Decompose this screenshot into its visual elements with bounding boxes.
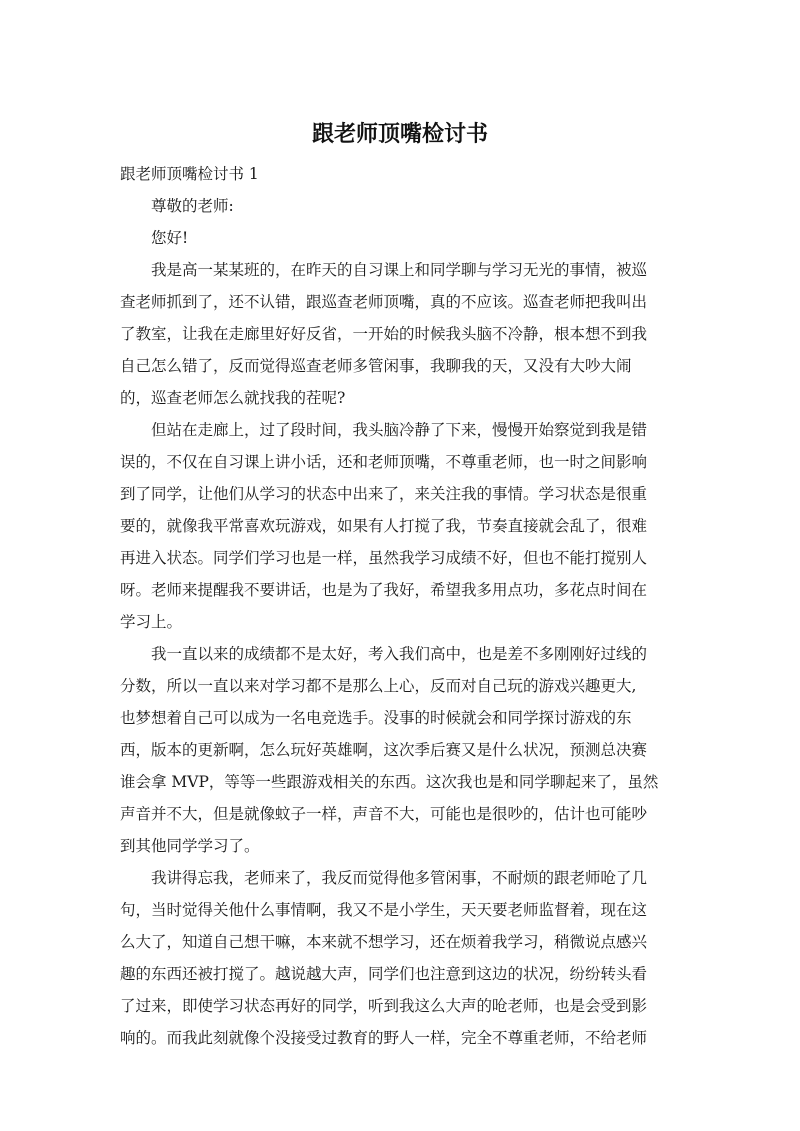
paragraph-line: 响的。而我此刻就像个没接受过教育的野人一样，完全不尊重老师，不给老师: [120, 1029, 648, 1047]
paragraph-line: 但站在走廊上，过了段时间，我头脑冷静了下来，慢慢开始察觉到我是错: [151, 421, 648, 439]
paragraph-line: 查老师抓到了，还不认错，跟巡查老师顶嘴，真的不应该。巡查老师把我叫出: [120, 293, 648, 311]
paragraph-line: 也梦想着自己可以成为一名电竞选手。没事的时候就会和同学探讨游戏的东: [120, 709, 632, 727]
salutation: 尊敬的老师:: [151, 197, 234, 215]
paragraph-line: 么大了，知道自己想干嘛，本来就不想学习，还在烦着我学习，稍微说点感兴: [120, 933, 648, 951]
paragraph-line: 要的，就像我平常喜欢玩游戏，如果有人打搅了我，节奏直接就会乱了，很难: [120, 517, 648, 535]
paragraph-line: 分数，所以一直以来对学习都不是那么上心，反而对自己玩的游戏兴趣更大,: [120, 677, 637, 695]
paragraph-line: 我是高一某某班的，在昨天的自习课上和同学聊与学习无光的事情，被巡: [151, 261, 648, 279]
paragraph-line: 了过来，即使学习状态再好的同学，听到我这么大声的呛老师，也是会受到影: [120, 997, 648, 1015]
paragraph-line: 自己怎么错了，反而觉得巡查老师多管闲事，我聊我的天，又没有大吵大闹: [120, 357, 632, 375]
paragraph-line: 趣的东西还被打搅了。越说越大声，同学们也注意到这边的状况，纷纷转头看: [120, 965, 648, 983]
paragraph-line: 呀。老师来提醒我不要讲话，也是为了我好，希望我多用点功，多花点时间在: [120, 581, 648, 599]
paragraph-line: 误的，不仅在自习课上讲小话，还和老师顶嘴，不尊重老师，也一时之间影响: [120, 453, 648, 471]
document-subtitle: 跟老师顶嘴检讨书 1: [120, 165, 259, 183]
paragraph-line: 西，版本的更新啊，怎么玩好英雄啊，这次季后赛又是什么状况，预测总决赛: [120, 741, 648, 759]
paragraph-line: 谁会拿 MVP，等等一些跟游戏相关的东西。这次我也是和同学聊起来了，虽然: [120, 773, 659, 791]
document-title: 跟老师顶嘴检讨书: [311, 122, 488, 147]
document-body: [120, 158, 675, 1054]
paragraph-line: 再进入状态。同学们学习也是一样，虽然我学习成绩不好，但也不能打搅别人: [120, 549, 648, 567]
paragraph-line: 我讲得忘我，老师来了，我反而觉得他多管闲事，不耐烦的跟老师呛了几: [151, 869, 648, 887]
paragraph-line: 到其他同学学习了。: [120, 837, 260, 855]
greeting: 您好!: [151, 229, 189, 247]
paragraph-line: 声音并不大，但是就像蚊子一样，声音不大，可能也是很吵的，估计也可能吵: [120, 805, 648, 823]
paragraph-line: 到了同学，让他们从学习的状态中出来了，来关注我的事情。学习状态是很重: [120, 485, 648, 503]
paragraph-line: 的，巡查老师怎么就找我的茬呢?: [120, 389, 346, 407]
paragraph-line: 了教室，让我在走廊里好好反省，一开始的时候我头脑不冷静，根本想不到我: [120, 325, 648, 343]
paragraph-line: 学习上。: [120, 613, 183, 631]
paragraph-line: 我一直以来的成绩都不是太好，考入我们高中，也是差不多刚刚好过线的: [151, 645, 648, 663]
paragraph-line: 句，当时觉得关他什么事情啊，我又不是小学生，天天要老师监督着，现在这: [120, 901, 648, 919]
